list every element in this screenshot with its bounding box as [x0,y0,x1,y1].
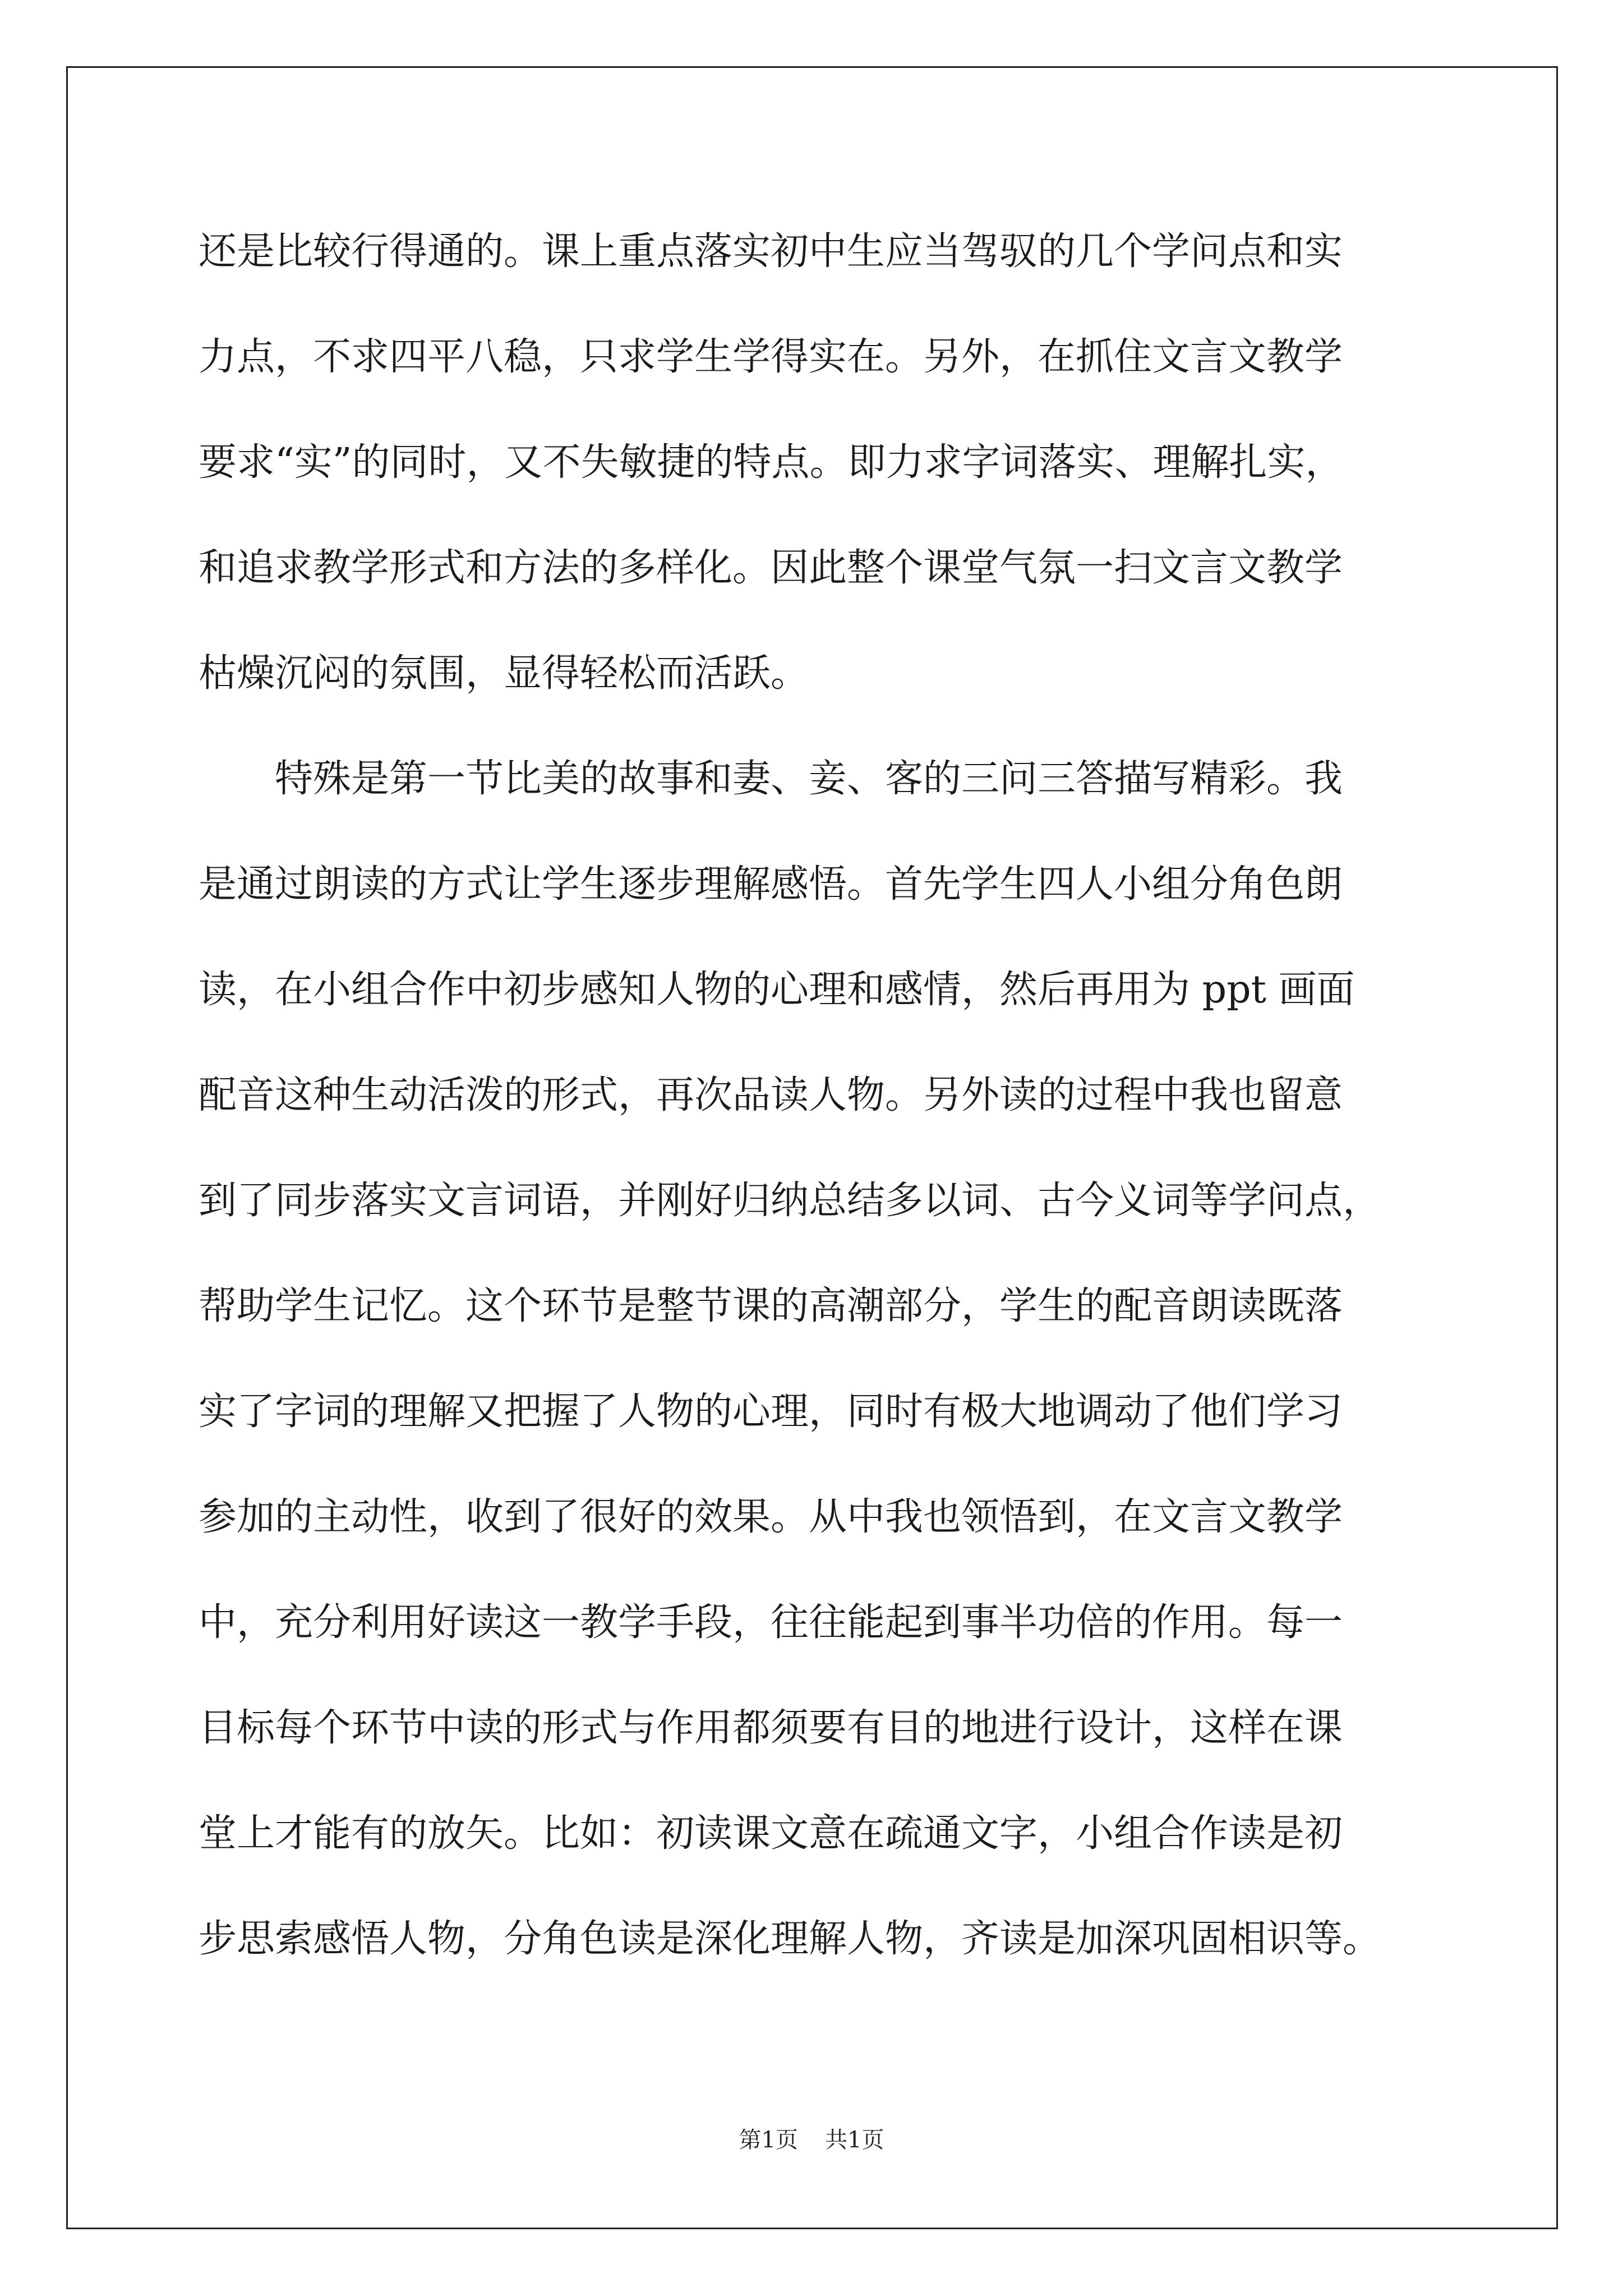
text-line: 步思索感悟人物，分角色读是深化理解人物，齐读是加深巩固相识等。 [199,1917,1381,1961]
document-body [199,199,1432,1992]
text-line: 和追求教学形式和方法的多样化。因此整个课堂气氛一扫文言文教学 [199,546,1343,590]
text-line: 要求“实”的同时，又不失敏捷的特点。即力求字词落实、理解扎实， [199,440,1344,485]
text-line: 是通过朗读的方式让学生逐步理解感悟。首先学生四人小组分角色朗 [199,862,1343,907]
text-line: 参加的主动性，收到了很好的效果。从中我也领悟到，在文言文教学 [199,1495,1343,1539]
text-line: 到了同步落实文言词语，并刚好归纳总结多以词、古今义词等学问点， [199,1179,1381,1223]
text-line: 目标每个环节中读的形式与作用都须要有目的地进行设计，这样在课 [199,1706,1343,1750]
text-line: 力点，不求四平八稳，只求学生学得实在。另外，在抓住文言文教学 [199,335,1343,379]
text-line: 读，在小组合作中初步感知人物的心理和感情，然后再用为 ppt 画面 [199,968,1355,1012]
page-footer [0,2123,1623,2157]
text-line: 中，充分利用好读这一教学手段，往往能起到事半功倍的作用。每一 [199,1600,1343,1645]
text-line: 实了字词的理解又把握了人物的心理，同时有极大地调动了他们学习 [199,1389,1343,1434]
text-line: 帮助学生记忆。这个环节是整节课的高潮部分，学生的配音朗读既落 [199,1284,1343,1328]
paragraph-start-line: 特殊是第一节比美的故事和妻、妾、客的三问三答描写精彩。我 [275,757,1343,801]
page-number-total: 共1页 [825,2127,884,2153]
text-line: 堂上才能有的放矢。比如：初读课文意在疏通文字，小组合作读是初 [199,1811,1343,1856]
page-number-current: 第1页 [739,2127,798,2153]
text-line: 枯燥沉闷的氛围，显得轻松而活跃。 [199,651,809,696]
text-line: 配音这种生动活泼的形式，再次品读人物。另外读的过程中我也留意 [199,1073,1343,1117]
text-line: 还是比较行得通的。课上重点落实初中生应当驾驭的几个学问点和实 [199,229,1343,274]
